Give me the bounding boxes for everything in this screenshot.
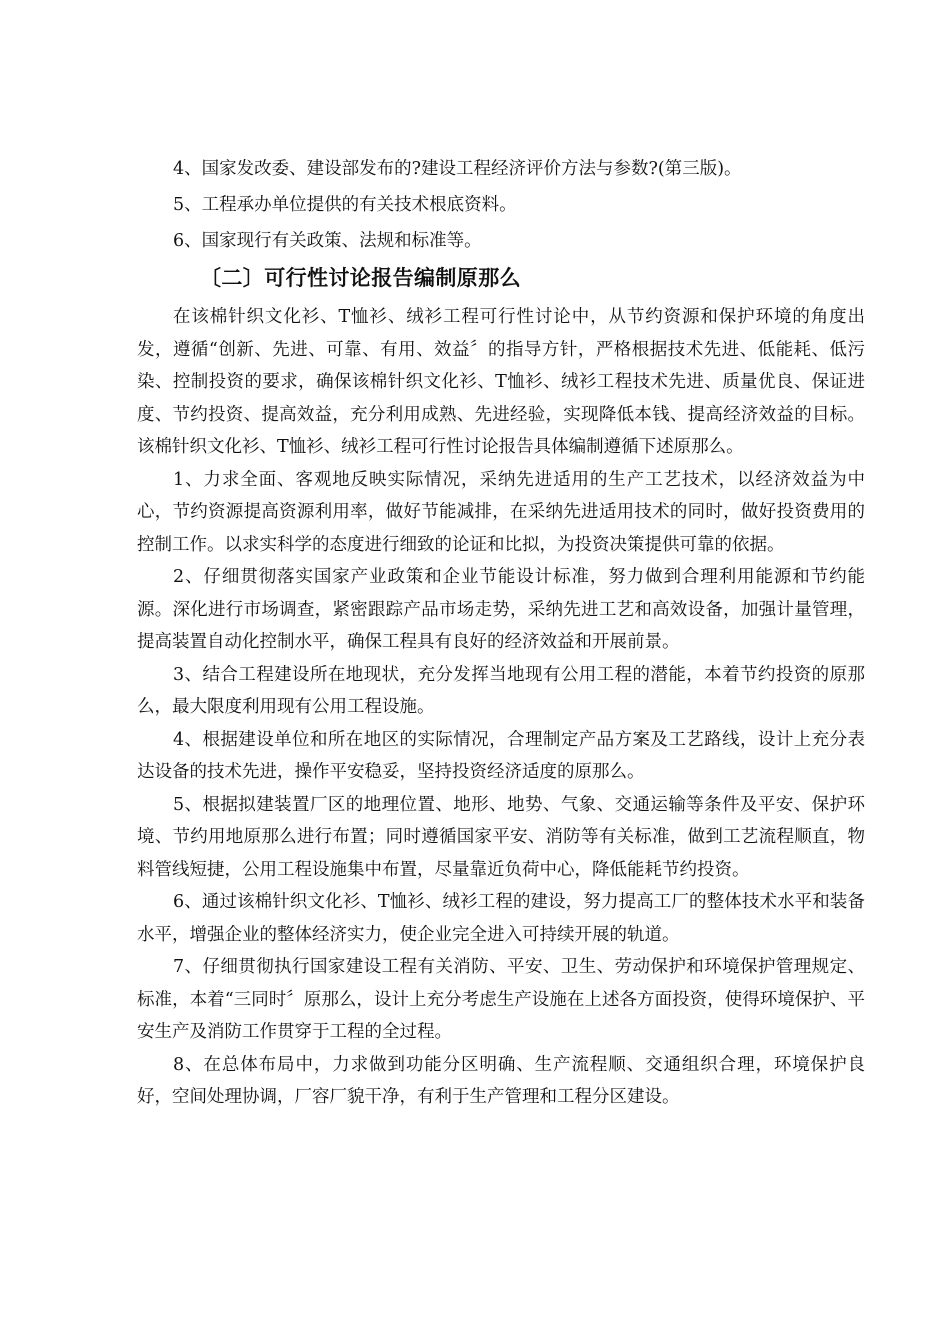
principle-paragraph: 4、根据建设单位和所在地区的实际情况，合理制定产品方案及工艺路线，设计上充分表达设备的技术先进，操作平安稳妥，坚持投资经济适度的原那么。 bbox=[137, 729, 865, 782]
principle-paragraph: 8、在总体布局中，力求做到功能分区明确、生产流程顺、交通组织合理，环境保护良好，空间处理协调，厂容厂貌干净，有利于生产管理和工程分区建设。 bbox=[137, 1054, 865, 1107]
basis-item: 5、工程承办单位提供的有关技术根底资料。 bbox=[173, 195, 517, 215]
intro-paragraph: 在该棉针织文化衫、T恤衫、绒衫工程可行性讨论中，从节约资源和保护环境的角度出发，遵循“创新、先进、可靠、有用、效益〞的指导方针，严格根据技术先进、低能耗、低污染、控制投资的要求，确保该棉针织文化衫、T恤衫、绒衫工程技术先进、质量优良、保证进度、节约投资、提高效益，充分利用成熟、先进经验，实现降低本钱、提高经济效益的目标。该棉针织文化衫、T恤衫、绒衫工程可行性讨论报告具体编制遵循下述原那么。 bbox=[137, 307, 865, 457]
section-heading: 〔二〕可行性讨论报告编制原那么 bbox=[200, 266, 521, 290]
principle-paragraph: 1、力求全面、客观地反映实际情况，采纳先进适用的生产工艺技术，以经济效益为中心，节约资源提高资源利用率，做好节能减排，在采纳先进适用技术的同时，做好投资费用的控制工作。以求实科学的态度进行细致的论证和比拟，为投资决策提供可靠的依据。 bbox=[137, 469, 865, 555]
principle-paragraph: 3、结合工程建设所在地现状，充分发挥当地现有公用工程的潜能，本着节约投资的原那么，最大限度利用现有公用工程设施。 bbox=[137, 664, 865, 717]
basis-list bbox=[137, 151, 863, 259]
basis-item: 6、国家现行有关政策、法规和标准等。 bbox=[173, 231, 482, 251]
basis-item: 4、国家发改委、建设部发布的?建设工程经济评价方法与参数?(第三版)。 bbox=[173, 159, 742, 179]
principle-paragraph: 6、通过该棉针织文化衫、T恤衫、绒衫工程的建设，努力提高工厂的整体技术水平和装备水平，增强企业的整体经济实力，使企业完全进入可持续开展的轨道。 bbox=[137, 892, 865, 945]
section-body bbox=[137, 301, 865, 1114]
principle-paragraph: 5、根据拟建装置厂区的地理位置、地形、地势、气象、交通运输等条件及平安、保护环境、节约用地原那么进行布置；同时遵循国家平安、消防等有关标准，做到工艺流程顺直，物料管线短捷，公用工程设施集中布置，尽量靠近负荷中心，降低能耗节约投资。 bbox=[137, 794, 865, 880]
principle-paragraph: 7、仔细贯彻执行国家建设工程有关消防、平安、卫生、劳动保护和环境保护管理规定、标准，本着“三同时〞原那么，设计上充分考虑生产设施在上述各方面投资，使得环境保护、平安生产及消防工作贯穿于工程的全过程。 bbox=[137, 957, 865, 1042]
principle-paragraph: 2、仔细贯彻落实国家产业政策和企业节能设计标准，努力做到合理利用能源和节约能源。深化进行市场调查，紧密跟踪产品市场走势，采纳先进工艺和高效设备，加强计量管理，提高装置自动化控制水平，确保工程具有良好的经济效益和开展前景。 bbox=[137, 567, 865, 652]
